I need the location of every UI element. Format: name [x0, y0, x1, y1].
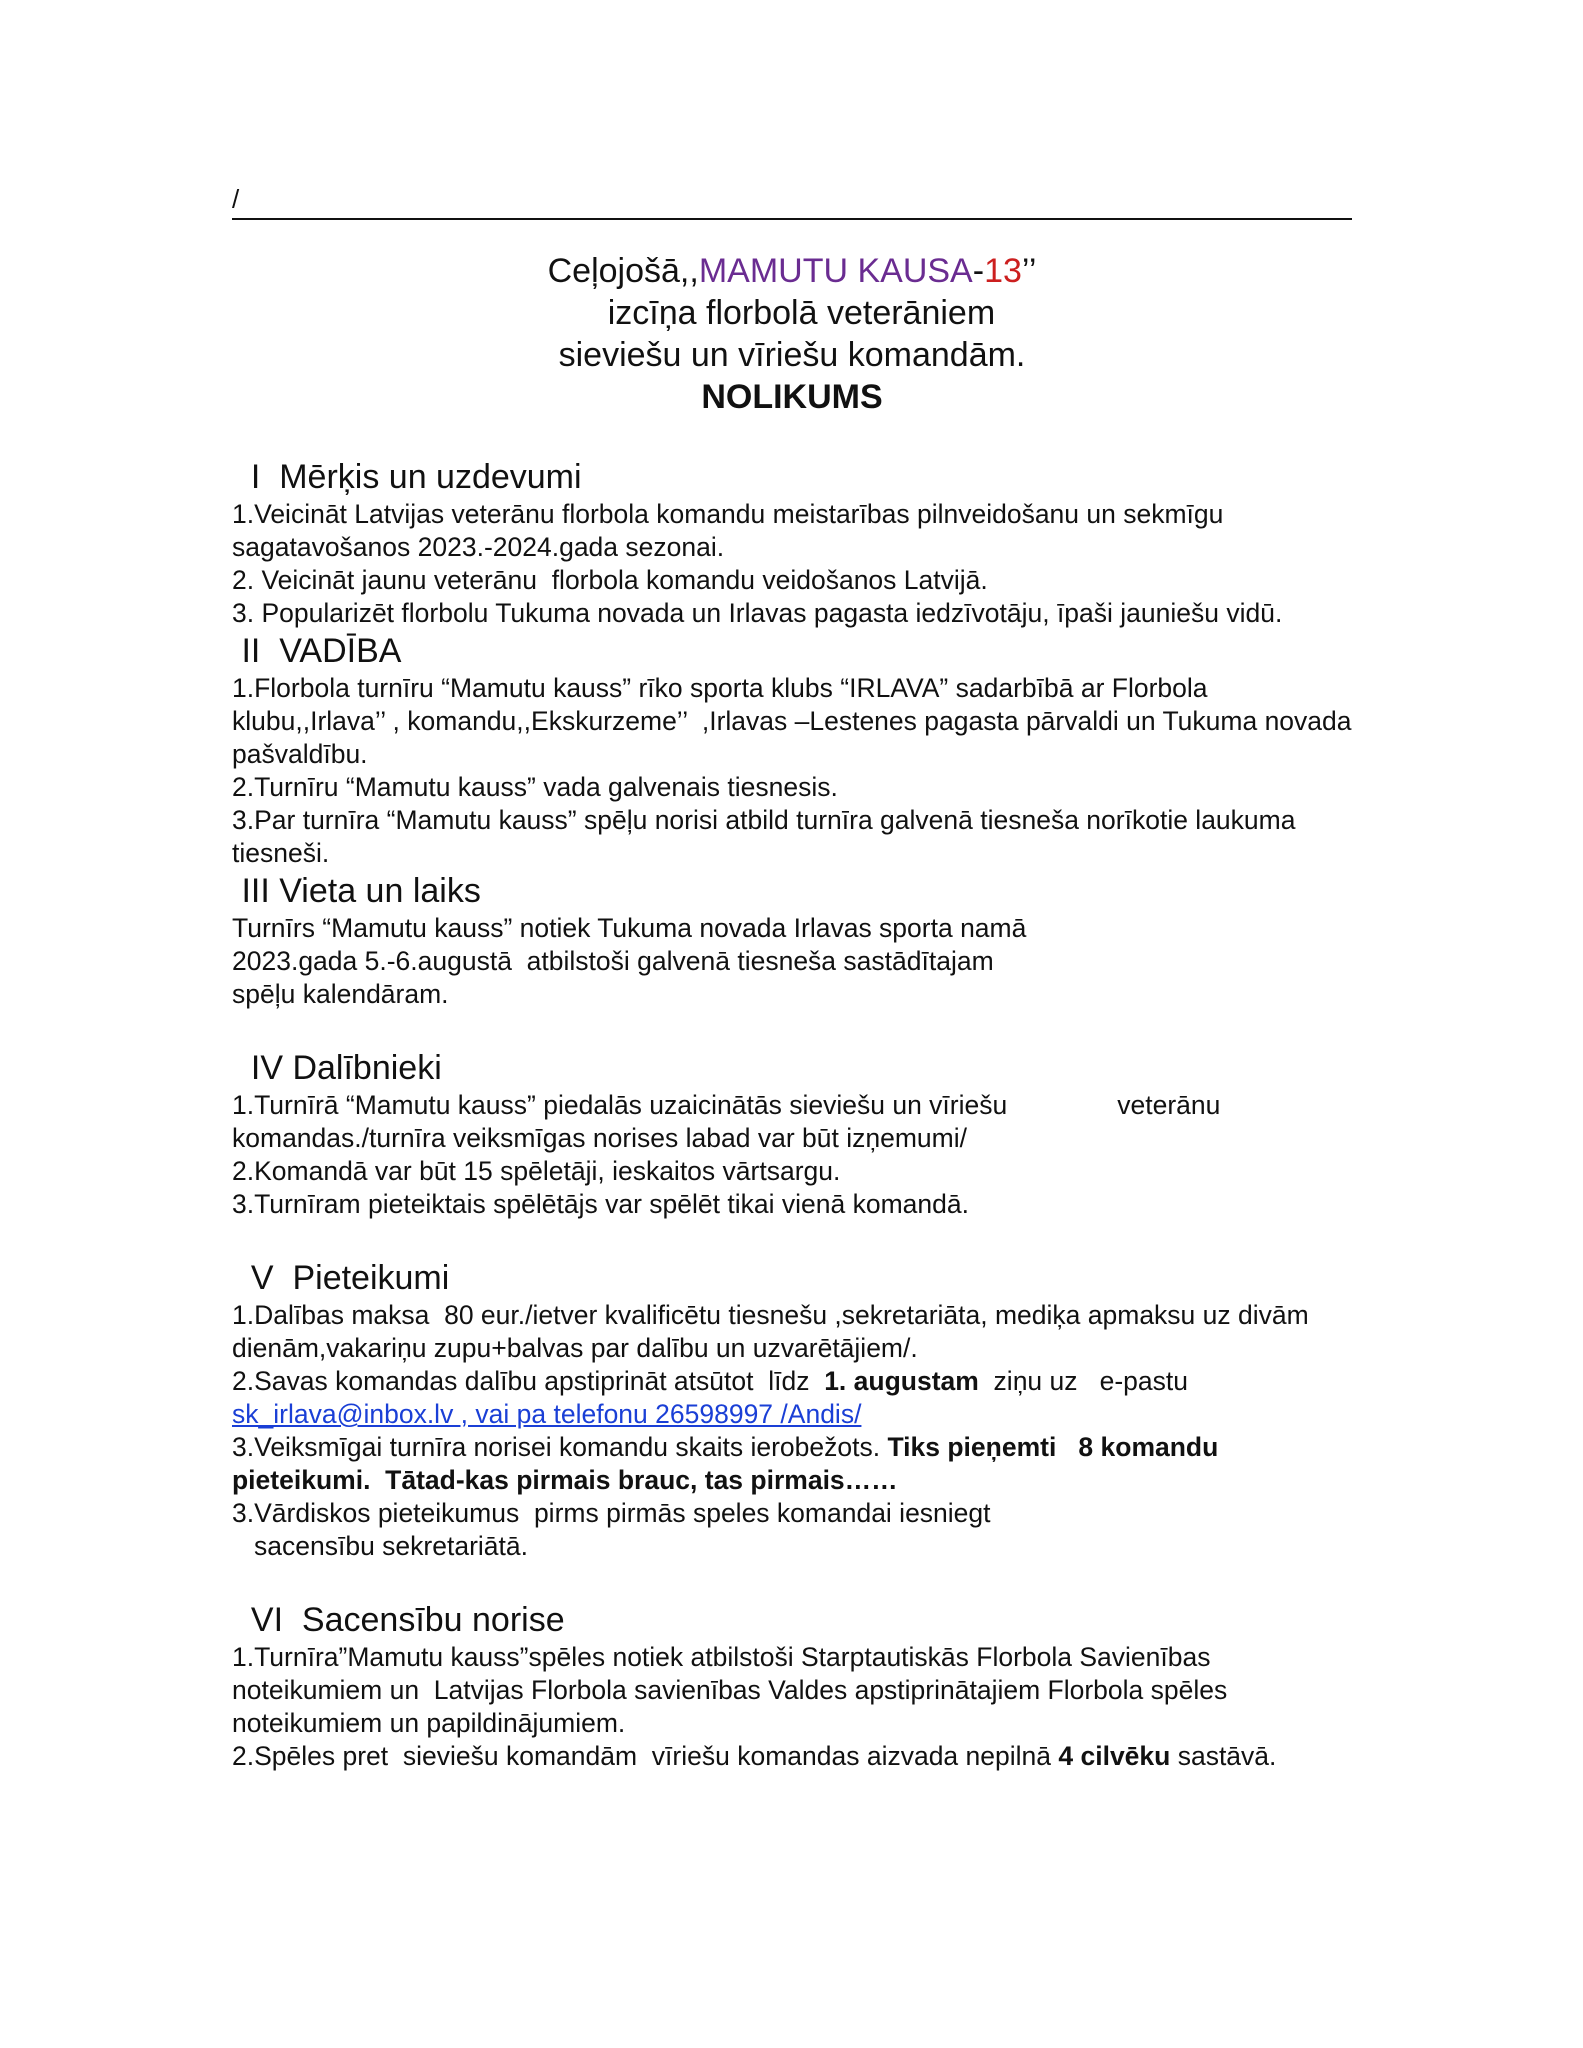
title-dash: - [972, 252, 985, 290]
title-cup-name: MAMUTU KAUSA [698, 252, 973, 290]
paragraph: 1.Florbola turnīru “Mamutu kauss” rīko sporta klubs “IRLAVA” sadarbībā ar Florbola klubu,,Irlava’’ , komandu,,Ekskurzeme’’ ,Irlavas –Lestenes pagasta pārvaldi un Tukuma novada pašvaldību. [232, 673, 1359, 769]
header-slash: / [232, 184, 240, 214]
paragraph: 2.Turnīru “Mamutu kauss” vada galvenais tiesnesis. [232, 772, 838, 802]
paragraph: 3.Par turnīra “Mamutu kauss” spēļu norisi atbild turnīra galvenā tiesneša norīkotie laukuma tiesneši. [232, 805, 1318, 868]
deadline-date: 1. augustam [824, 1366, 979, 1396]
paragraph [232, 1398, 1352, 1431]
section-heading: IV Dalībnieki [232, 1049, 442, 1087]
text-run: 3.Veiksmīgai turnīra norisei komandu skaits ierobežots. [232, 1432, 888, 1462]
section-competition [232, 1599, 1352, 1773]
paragraph: sacensību sekretariātā. [254, 1531, 528, 1561]
title-suffix: ’’ [1021, 252, 1037, 290]
text-run: sastāvā. [1170, 1741, 1277, 1771]
section-participants [232, 1047, 1352, 1221]
section-place-time [232, 870, 1352, 1011]
document-page [232, 0, 1359, 2048]
section-heading: I Mērķis un uzdevumi [232, 458, 582, 496]
text-run: 2.Savas komandas dalību apstiprināt atsūtot līdz [232, 1366, 825, 1396]
participants-text-b: veterānu [1117, 1090, 1221, 1120]
section-heading: II VADĪBA [232, 632, 402, 670]
paragraph: spēļu kalendāram. [232, 979, 449, 1009]
paragraph [232, 1431, 1352, 1497]
participants-text-a: 1.Turnīrā “Mamutu kauss” piedalās uzaicinātās sieviešu un vīriešu [232, 1090, 1008, 1120]
spacer [232, 1011, 1352, 1047]
title-number: 13 [984, 252, 1022, 290]
paragraph: 1.Veicināt Latvijas veterānu florbola komandu meistarības pilnveidošanu un sekmīgu sagatavošanos 2023.-2024.gada sezonai. [232, 499, 1231, 562]
spacer [232, 1563, 1352, 1599]
paragraph [232, 1089, 1352, 1122]
document-body [232, 456, 1359, 1773]
paragraph: 3. Popularizēt florbolu Tukuma novada un Irlavas pagasta iedzīvotāju, īpaši jauniešu vidū. [232, 598, 1283, 628]
document-title [232, 250, 1352, 418]
title-line-4: NOLIKUMS [701, 378, 883, 416]
spacer [232, 1221, 1352, 1257]
email-link[interactable]: sk_irlava@inbox.lv , vai pa telefonu 26598997 /Andis/ [232, 1399, 862, 1429]
title-line-1 [232, 250, 1352, 292]
section-heading: III Vieta un laiks [232, 872, 481, 910]
section-goals [232, 456, 1352, 630]
team-size-text: 4 cilvēku [1058, 1741, 1171, 1771]
text-run: ziņu uz e-pastu [978, 1366, 1188, 1396]
paragraph: 2. Veicināt jaunu veterānu florbola komandu veidošanos Latvijā. [232, 565, 988, 595]
header-rule [232, 218, 1352, 220]
title-line-2: izcīņa florbolā veterāniem [588, 294, 996, 332]
paragraph: 1.Dalības maksa 80 eur./ietver kvalificētu tiesnešu ,sekretariāta, mediķa apmaksu uz divām dienām,vakariņu zupu+balvas par dalību un uzvarētājiem/. [232, 1300, 1317, 1363]
section-heading: VI Sacensību norise [232, 1601, 565, 1639]
title-prefix: Ceļojošā,, [547, 252, 699, 290]
section-applications [232, 1257, 1352, 1563]
paragraph: 2023.gada 5.-6.augustā atbilstoši galvenā tiesneša sastādītajam [232, 946, 994, 976]
paragraph: Turnīrs “Mamutu kauss” notiek Tukuma novada Irlavas sporta namā [232, 913, 1027, 943]
team-limit-text: Tiks pieņemti 8 komandu pieteikumi. Tātad-kas pirmais brauc, tas pirmais…… [232, 1432, 1226, 1495]
paragraph: komandas./turnīra veiksmīgas norises labad var būt izņemumi/ [232, 1123, 967, 1153]
title-line-3: sieviešu un vīriešu komandām. [558, 336, 1026, 374]
paragraph [232, 1365, 1352, 1398]
paragraph: 1.Turnīra”Mamutu kauss”spēles notiek atbilstoši Starptautiskās Florbola Savienības noteikumiem un Latvijas Florbola savienības Valdes apstiprinātajiem Florbola spēles noteikumiem un papildinājumiem. [232, 1642, 1235, 1738]
section-management [232, 630, 1359, 870]
paragraph: 3.Vārdiskos pieteikumus pirms pirmās speles komandai iesniegt [232, 1498, 991, 1528]
section-heading: V Pieteikumi [232, 1259, 450, 1297]
paragraph [232, 1740, 1352, 1773]
text-run: 2.Spēles pret sieviešu komandām vīriešu komandas aizvada nepilnā [232, 1741, 1059, 1771]
paragraph: 3.Turnīram pieteiktais spēlētājs var spēlēt tikai vienā komandā. [232, 1189, 969, 1219]
paragraph: 2.Komandā var būt 15 spēletāji, ieskaitos vārtsargu. [232, 1156, 841, 1186]
